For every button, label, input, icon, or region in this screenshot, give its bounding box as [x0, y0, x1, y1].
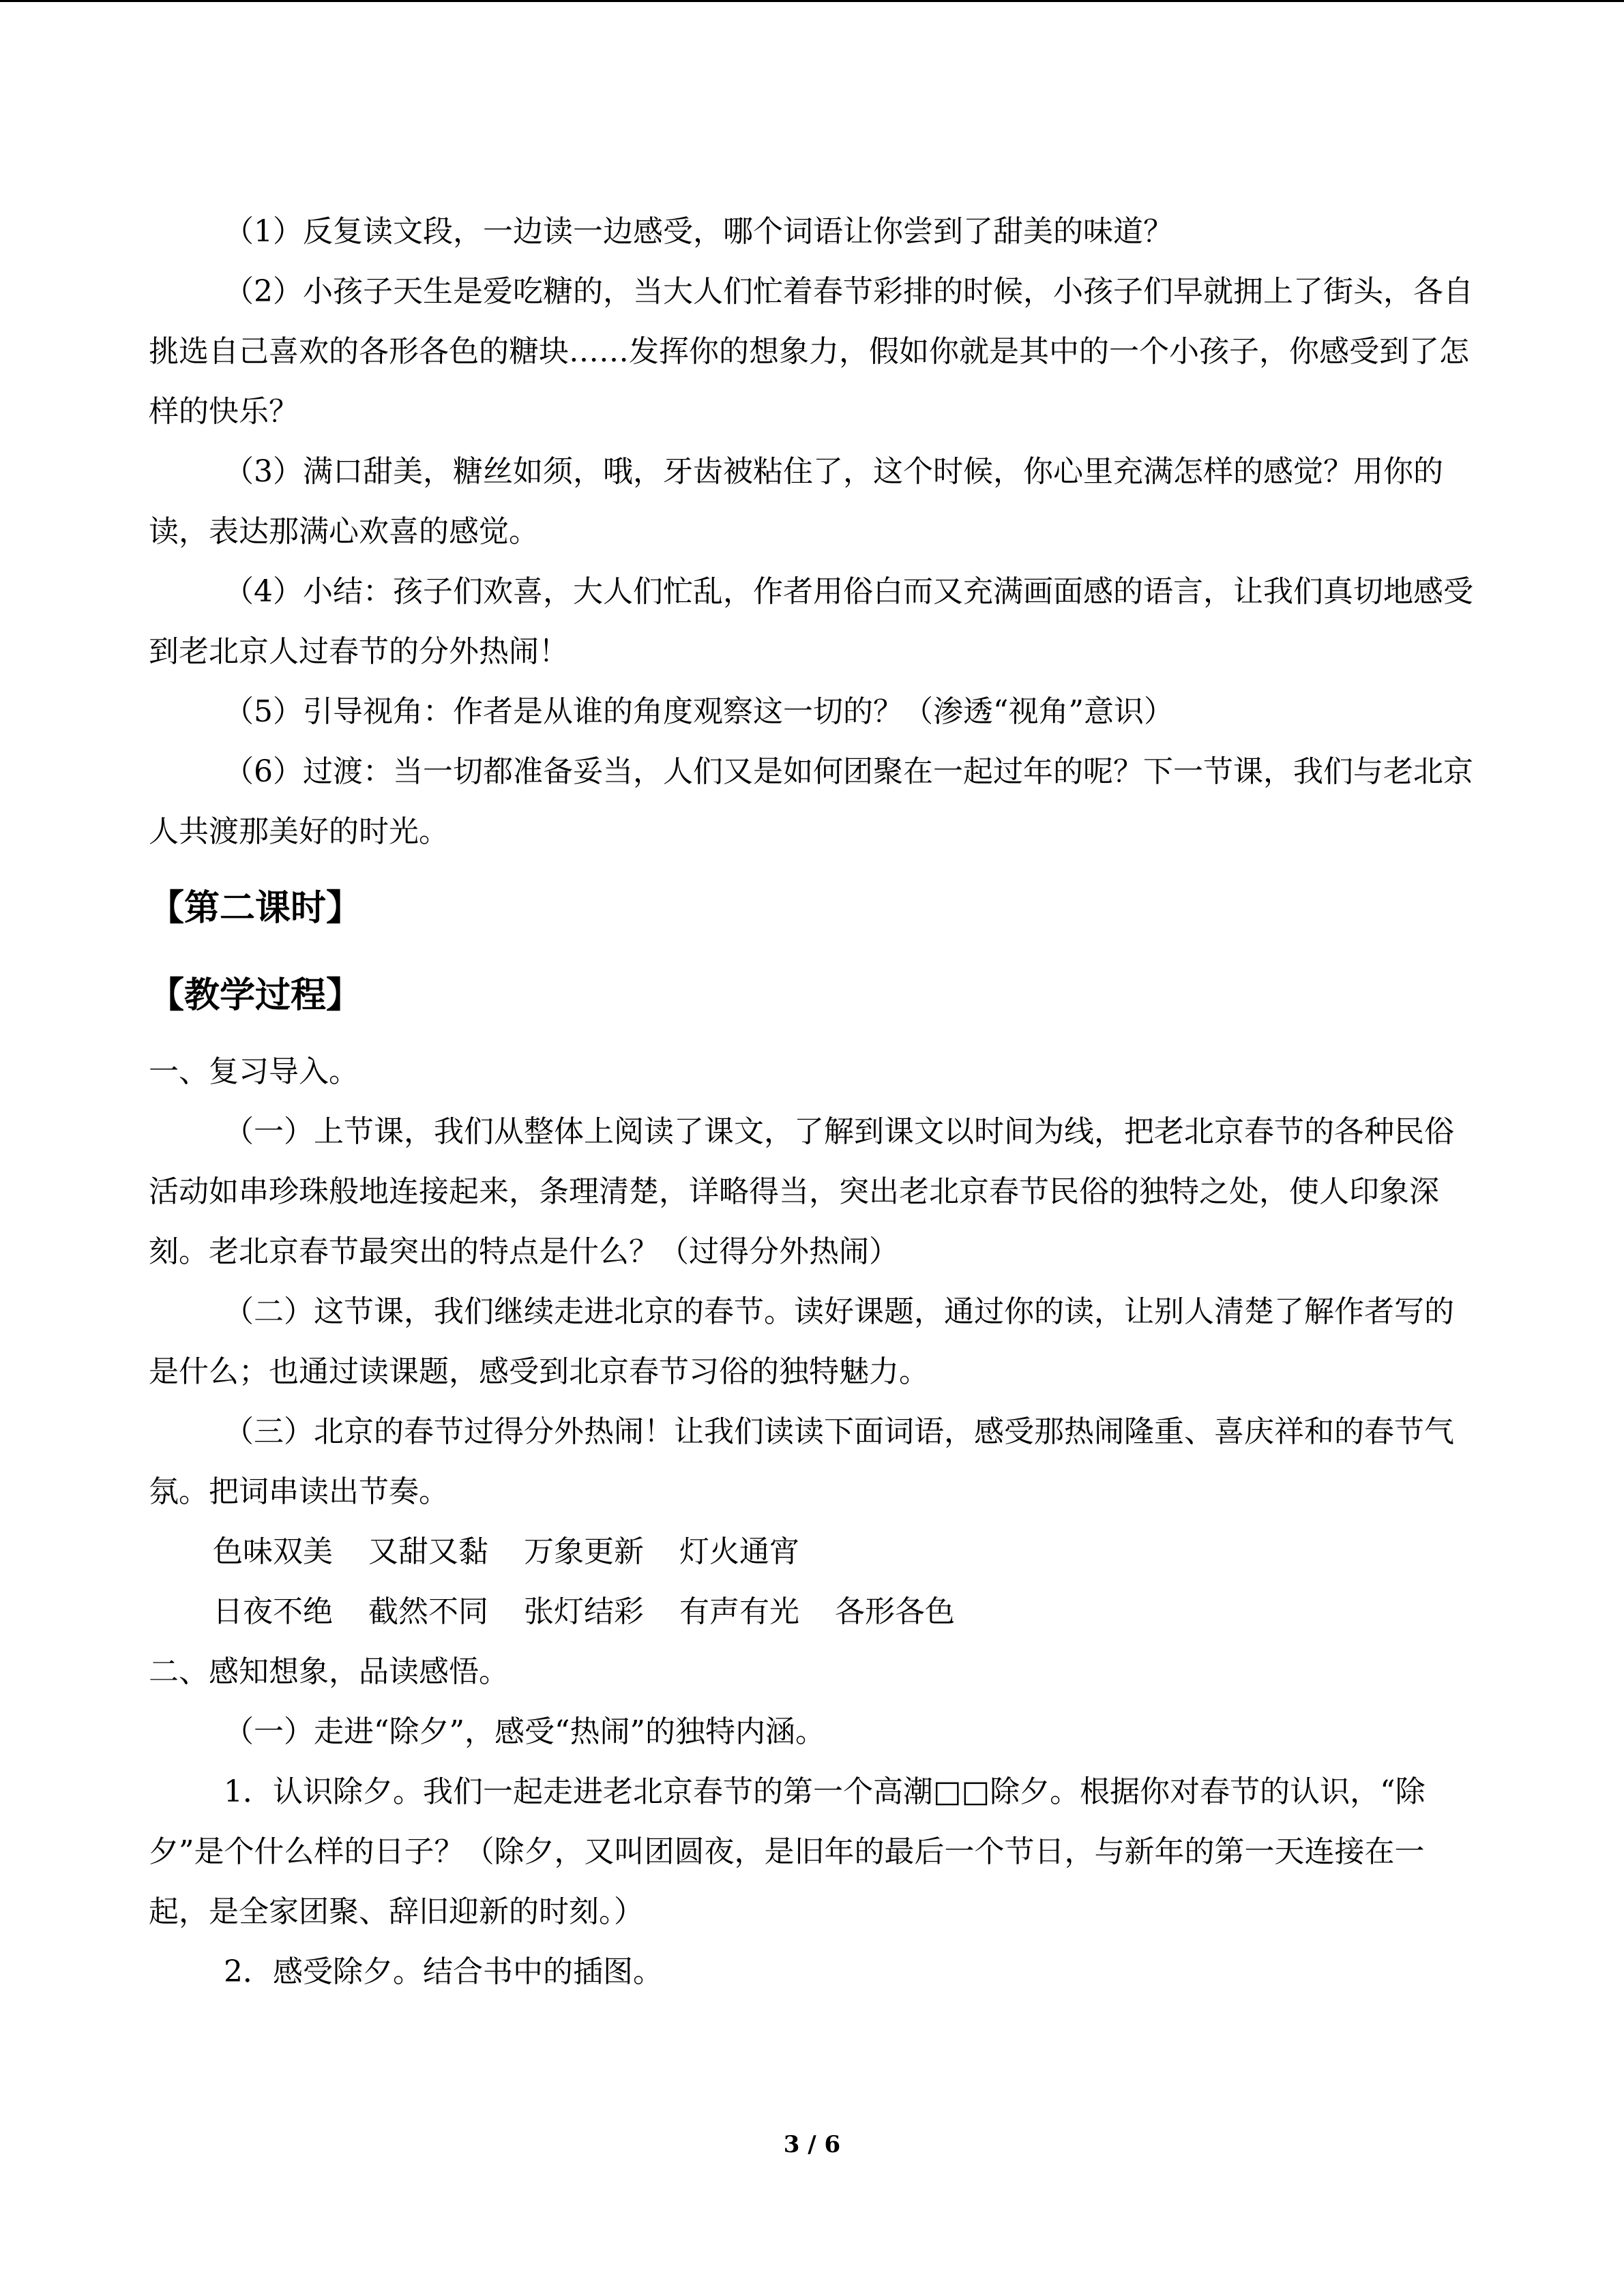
word-item: 日夜不绝	[213, 1594, 333, 1629]
heading-teaching-process: 【教学过程】	[149, 974, 362, 1016]
section-2-paragraph-2: 1．认识除夕。我们一起走进老北京春节的第一个高潮□□除夕。根据你对春节的认识，“除夕”是个什么样的日子？（除夕，又叫团圆夜，是旧年的最后一个节日，与新年的第一天连接在一起，是全家团聚、辞旧迎新的时刻。）	[149, 1774, 1426, 1929]
document-body	[149, 202, 1479, 2002]
section-1-paragraph-1: （一）上节课，我们从整体上阅读了课文，了解到课文以时间为线，把老北京春节的各种民俗活动如串珍珠般地连接起来，条理清楚，详略得当，突出老北京春节民俗的独特之处，使人印象深刻。老北京春节最突出的特点是什么？（过得分外热闹）	[149, 1114, 1454, 1269]
word-item: 灯火通宵	[679, 1534, 799, 1569]
paragraph-q5: （5）引导视角：作者是从谁的角度观察这一切的？（渗透“视角”意识）	[224, 694, 1174, 729]
word-row-2	[149, 1582, 1479, 1642]
paragraph-q6: （6）过渡：当一切都准备妥当，人们又是如何团聚在一起过年的呢？下一节课，我们与老北京人共渡那美好的时光。	[149, 754, 1473, 849]
paragraph-q1: （1）反复读文段，一边读一边感受，哪个词语让你尝到了甜美的味道？	[224, 214, 1173, 249]
word-item: 色味双美	[213, 1534, 333, 1569]
top-border-line	[0, 0, 1624, 2]
section-2-paragraph-3: 2．感受除夕。结合书中的插图。	[224, 1954, 663, 1989]
word-item: 截然不同	[368, 1594, 488, 1629]
section-1-paragraph-3: （三）北京的春节过得分外热闹！让我们读读下面词语，感受那热闹隆重、喜庆祥和的春节气氛。把词串读出节奏。	[149, 1414, 1454, 1509]
word-item: 各形各色	[835, 1594, 955, 1629]
section-2-paragraph-1: （一）走进“除夕”，感受“热闹”的独特内涵。	[224, 1714, 825, 1749]
section-1-title: 一、复习导入。	[149, 1054, 359, 1089]
heading-second-lesson: 【第二课时】	[149, 887, 362, 929]
page-number: 3 / 6	[783, 2131, 841, 2158]
word-item: 又甜又黏	[368, 1534, 488, 1569]
word-item: 万象更新	[524, 1534, 644, 1569]
word-item: 有声有光	[679, 1594, 799, 1629]
section-1-paragraph-2: （二）这节课，我们继续走进北京的春节。读好课题，通过你的读，让别人清楚了解作者写的是什么；也通过读课题，感受到北京春节习俗的独特魅力。	[149, 1294, 1454, 1389]
paragraph-q3: （3）满口甜美，糖丝如须，哦，牙齿被粘住了，这个时候，你心里充满怎样的感觉？用你的读，表达那满心欢喜的感觉。	[149, 454, 1443, 549]
word-item: 张灯结彩	[524, 1594, 644, 1629]
word-row-1	[149, 1522, 1479, 1582]
paragraph-q4: （4）小结：孩子们欢喜，大人们忙乱，作者用俗白而又充满画面感的语言，让我们真切地感受到老北京人过春节的分外热闹！	[149, 574, 1473, 669]
section-2-title: 二、感知想象，品读感悟。	[149, 1654, 509, 1689]
paragraph-q2: （2）小孩子天生是爱吃糖的，当大人们忙着春节彩排的时候，小孩子们早就拥上了街头，各自挑选自己喜欢的各形各色的糖块……发挥你的想象力，假如你就是其中的一个小孩子，你感受到了怎样的快乐？	[149, 274, 1473, 429]
